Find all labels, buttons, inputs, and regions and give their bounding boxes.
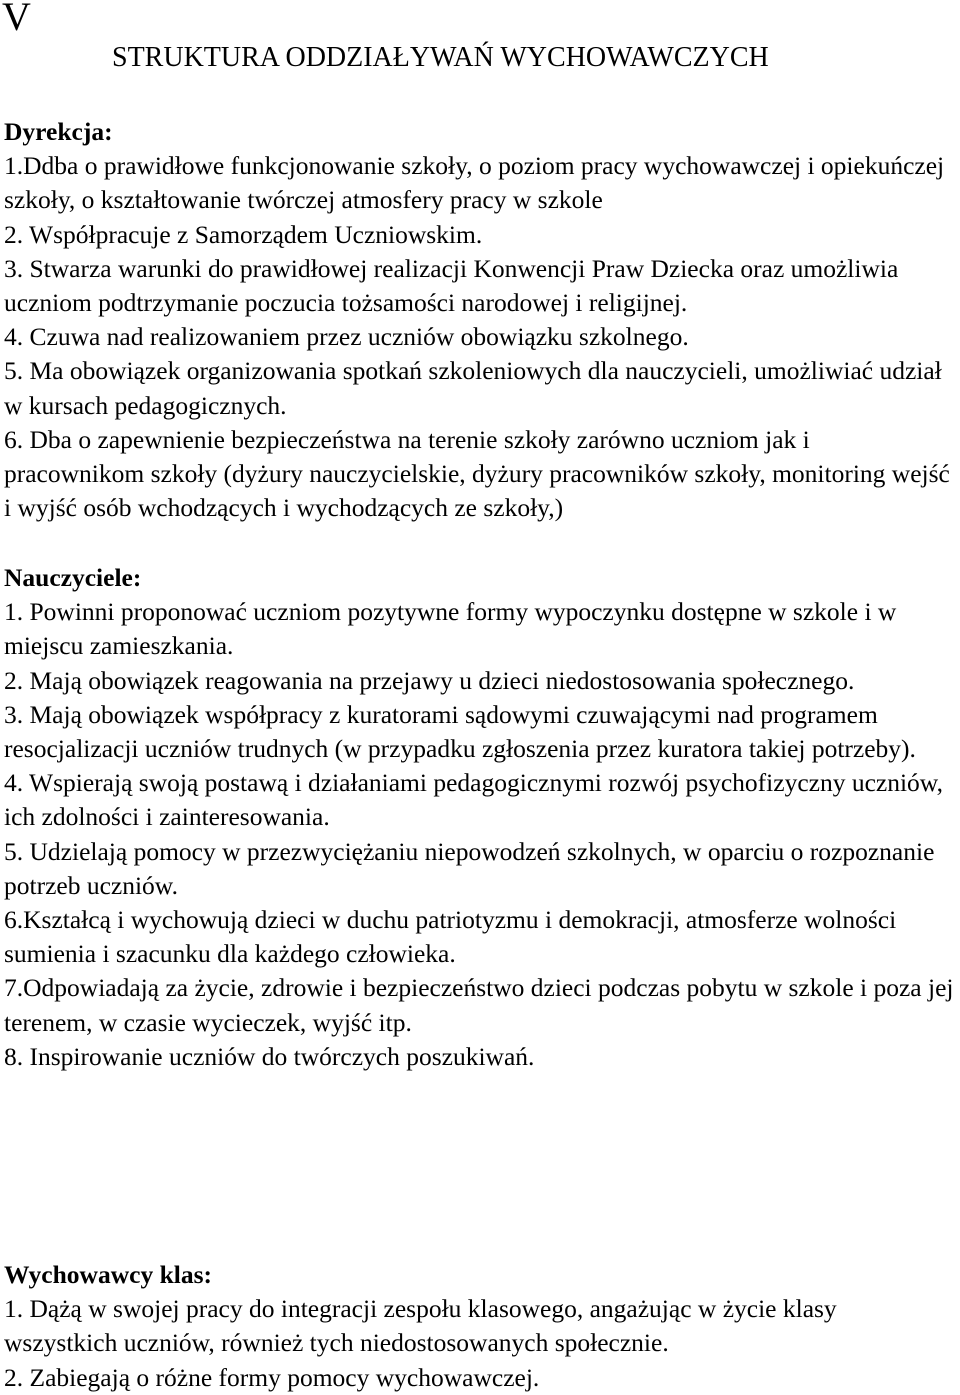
- section-heading: Wychowawcy klas:: [4, 1260, 213, 1289]
- list-item: 3. Stwarza warunki do prawidłowej realizacji Konwencji Praw Dziecka oraz umożliwia uczniom podtrzymanie poczucia tożsamości narodowej i religijnej.: [4, 253, 899, 318]
- page-title: STRUKTURA ODDZIAŁYWAŃ WYCHOWAWCZYCH: [112, 42, 769, 73]
- list-item: 8. Inspirowanie uczniów do twórczych poszukiwań.: [4, 1041, 535, 1071]
- list-item: 2. Mają obowiązek reagowania na przejawy u dzieci niedostosowania społecznego.: [4, 665, 855, 695]
- list-item: 4. Czuwa nad realizowaniem przez uczniów obowiązku szkolnego.: [4, 322, 689, 352]
- list-item: 1. Dążą w swojej pracy do integracji zespołu klasowego, angażując w życie klasy wszystkich uczniów, również tych niedostosowanych społecznie.: [4, 1294, 837, 1358]
- list-item: 5. Udzielają pomocy w przezwyciężaniu niepowodzeń szkolnych, w oparciu o rozpoznanie potrzeb uczniów.: [4, 836, 935, 900]
- list-item: 7.Odpowiadają za życie, zdrowie i bezpieczeństwo dzieci podczas pobytu w szkole i poza jej terenem, w czasie wycieczek, wyjść itp.: [4, 973, 954, 1037]
- section-heading: Nauczyciele:: [4, 563, 142, 592]
- list-item: 4. Wspierają swoją postawą i działaniami pedagogicznymi rozwój psychofizyczny uczniów, ich zdolności i zainteresowania.: [4, 768, 943, 832]
- list-item: 5. Ma obowiązek organizowania spotkań szkoleniowych dla nauczycieli, umożliwiać udział w kursach pedagogicznych.: [4, 356, 942, 420]
- chapter-number: V: [2, 0, 31, 39]
- section-nauczyciele: [4, 561, 956, 1074]
- list-item: 3. Mają obowiązek współpracy z kuratorami sądowymi czuwającymi nad programem resocjalizacji uczniów trudnych (w przypadku zgłoszenia przez kuratora takiej potrzeby).: [4, 699, 916, 764]
- section-wychowawcy-klas: [4, 1258, 956, 1395]
- list-item: 2. Współpracuje z Samorządem Uczniowskim.: [4, 219, 483, 249]
- list-item: 1. Powinni proponować uczniom pozytywne formy wypoczynku dostępne w szkole i w miejscu zamieszkania.: [4, 597, 897, 661]
- section-dyrekcja: [4, 115, 956, 525]
- list-item: 6. Dba o zapewnienie bezpieczeństwa na terenie szkoły zarówno uczniom jak i pracownikom szkoły (dyżury nauczycielskie, dyżury pracowników szkoły, monitoring wejść i wyjść osób wchodzących i wychodzących ze szkoły,): [4, 424, 950, 523]
- list-item: 2. Zabiegają o różne formy pomocy wychowawczej.: [4, 1362, 540, 1392]
- list-item: 1.Ddba o prawidłowe funkcjonowanie szkoły, o poziom pracy wychowawczej i opiekuńczej szkoły, o kształtowanie twórczej atmosfery pracy w szkole: [4, 151, 945, 215]
- section-heading: Dyrekcja:: [4, 117, 113, 146]
- list-item: 6.Kształcą i wychowują dzieci w duchu patriotyzmu i demokracji, atmosferze wolności sumienia i szacunku dla każdego człowieka.: [4, 905, 897, 969]
